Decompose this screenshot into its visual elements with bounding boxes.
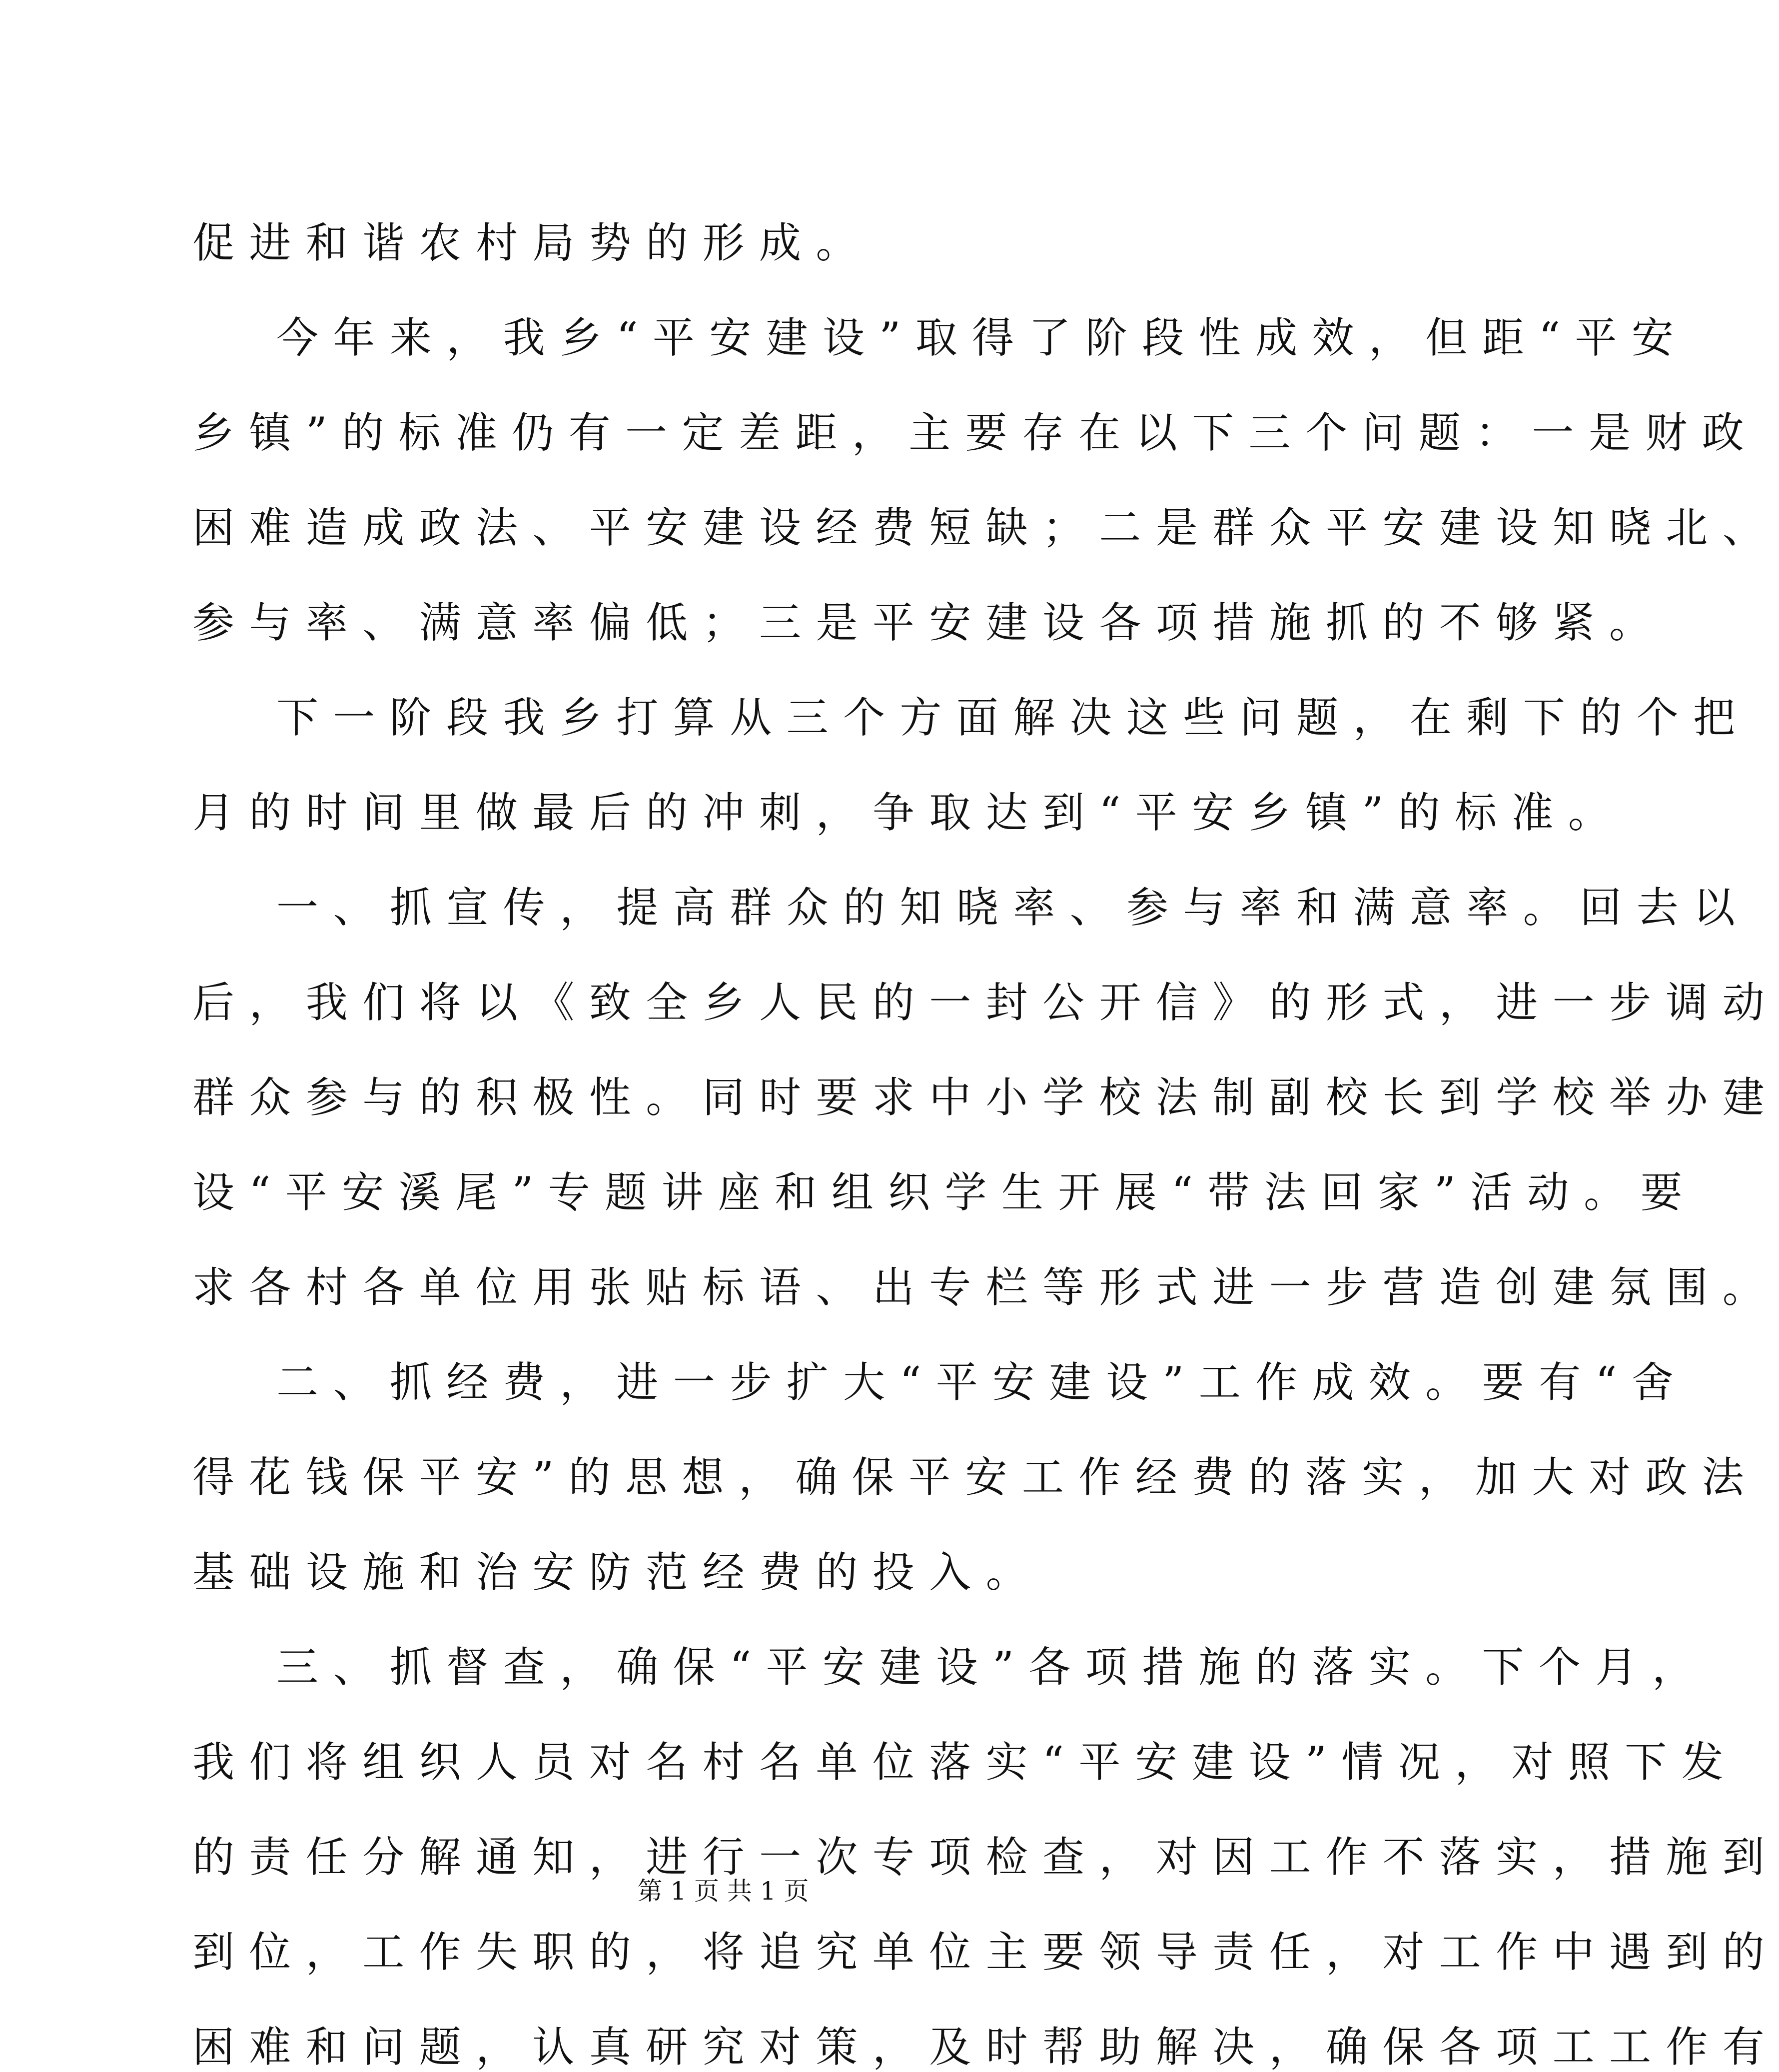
text-line-13: 二、抓经费，进一步扩大“平安建设”工作成效。要有“舍 [276, 1358, 1689, 1407]
text-line-17: 我们将组织人员对名村名单位落实“平安建设”情况，对照下发 [192, 1738, 1739, 1787]
text-line-14: 得花钱保平安”的思想，确保平安工作经费的落实，加大对政法 [192, 1453, 1759, 1502]
text-line-2: 今年来，我乡“平安建设”取得了阶段性成效，但距“平安 [276, 313, 1689, 362]
text-line-15: 基础设施和治安防范经费的投入。 [192, 1548, 1043, 1597]
text-line-7: 月的时间里做最后的冲刺，争取达到“平安乡镇”的标准。 [192, 788, 1625, 837]
text-line-16: 三、抓督查，确保“平安建设”各项措施的落实。下个月， [276, 1643, 1709, 1692]
text-line-4: 困难造成政法、平安建设经费短缺；二是群众平安建设知晓北、 [192, 503, 1779, 552]
text-line-12: 求各村各单位用张贴标语、出专栏等形式进一步营造创建氛围。 [192, 1263, 1779, 1312]
page-footer: 第 1 页 共 1 页 [637, 1877, 809, 1906]
text-line-6: 下一阶段我乡打算从三个方面解决这些问题，在剩下的个把 [276, 693, 1750, 742]
text-line-11: 设“平安溪尾”专题讲座和组织学生开展“带法回家”活动。要 [192, 1168, 1697, 1217]
text-line-20: 困难和问题，认真研究对策，及时帮助解决，确保各项工工作有 [192, 2023, 1779, 2072]
text-line-5: 参与率、满意率偏低；三是平安建设各项措施抓的不够紧。 [192, 598, 1666, 647]
text-line-19: 到位，工作失职的，将追究单位主要领导责任，对工作中遇到的 [192, 1928, 1779, 1977]
text-line-9: 后，我们将以《致全乡人民的一封公开信》的形式，进一步调动 [192, 978, 1779, 1027]
text-line-3: 乡镇”的标准仍有一定差距，主要存在以下三个问题：一是财政 [192, 408, 1759, 457]
text-line-8: 一、抓宣传，提高群众的知晓率、参与率和满意率。回去以 [276, 883, 1750, 932]
text-line-1: 促进和谐农村局势的形成。 [192, 218, 873, 267]
text-line-10: 群众参与的积极性。同时要求中小学校法制副校长到学校举办建 [192, 1073, 1779, 1122]
text-line-18: 的责任分解通知，进行一次专项检查，对因工作不落实，措施到 [192, 1833, 1779, 1882]
